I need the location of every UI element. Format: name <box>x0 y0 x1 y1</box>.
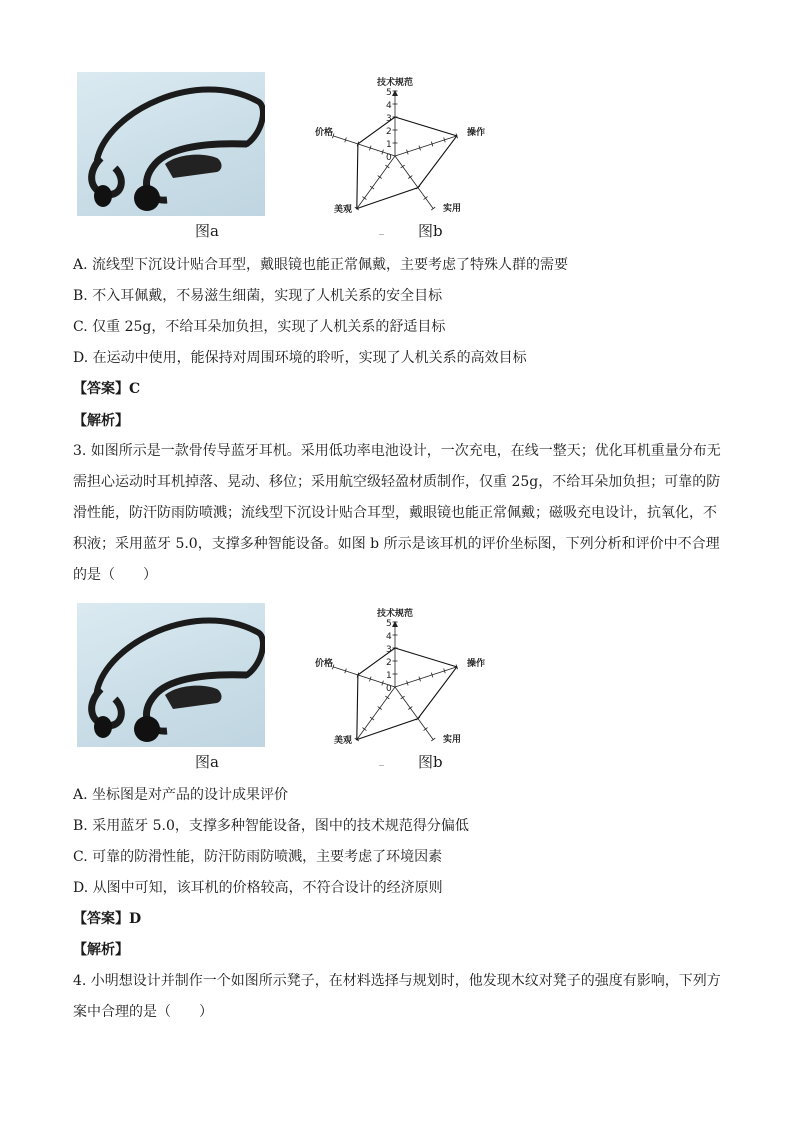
figure-b-caption: 图b <box>418 222 443 240</box>
q3-stem-line: 积液；采用蓝牙 5.0，支撑多种智能设备。如图 b 所示是该耳机的评价坐标图，下列分析和评价中不合理 <box>73 536 720 552</box>
q3-stem-line: 滑性能，防汗防雨防喷溅；流线型下沉设计贴合耳型，戴眼镜也能正常佩戴；磁吸充电设计，抗氧化，不 <box>73 505 717 521</box>
radar-tick-label: 3 <box>386 114 392 124</box>
radar-axis-label: 操作 <box>467 128 486 138</box>
radar-tick-label: 4 <box>386 101 392 111</box>
radar-tick <box>408 707 412 710</box>
radar-axis <box>395 667 457 687</box>
headphone-photo <box>77 603 265 747</box>
radar-tick-label: 2 <box>386 127 392 137</box>
q3-answer: 【答案】D <box>73 911 142 927</box>
radar-axis-label: 美观 <box>333 736 353 746</box>
radar-tick <box>401 696 405 699</box>
figure-row-1 <box>0 72 794 247</box>
q2-option-c: C. 仅重 25g，不给耳朵加负担，实现了人机关系的舒适目标 <box>73 319 446 335</box>
radar-axis-label: 美观 <box>333 205 353 215</box>
radar-score-polygon <box>357 117 457 209</box>
q3-stem-line: 的是（ ） <box>73 567 157 583</box>
q3-option-d: D. 从图中可知，该耳机的价格较高，不符合设计的经济原则 <box>73 880 443 896</box>
q2-option-a: A. 流线型下沉设计贴合耳型，戴眼镜也能正常佩戴，主要考虑了特殊人群的需要 <box>73 257 569 273</box>
q3-option-c: C. 可靠的防滑性能，防汗防雨防喷溅，主要考虑了环境因素 <box>73 849 443 865</box>
radar-axis-label: 实用 <box>442 204 462 214</box>
radar-tick <box>401 165 405 168</box>
radar-tick-label: 0 <box>386 153 392 163</box>
figure-a-caption: 图a <box>195 753 219 771</box>
figure-row-2 <box>0 603 794 778</box>
radar-tick-label: 2 <box>386 658 392 668</box>
q4-stem <box>73 966 723 1028</box>
evaluation-radar-chart <box>310 72 500 217</box>
evaluation-radar-chart <box>310 603 500 748</box>
q2-option-b: B. 不入耳佩戴，不易滋生细菌，实现了人机关系的安全目标 <box>73 288 443 304</box>
radar-tick <box>431 738 435 741</box>
radar-axis-label: 实用 <box>442 735 462 745</box>
radar-tick <box>431 207 435 210</box>
radar-score-polygon <box>357 648 457 740</box>
q2-answer: 【答案】C <box>73 381 141 397</box>
q4-stem-line: 案中合理的是（ ） <box>73 1004 213 1020</box>
figure-dash: _ <box>379 224 384 235</box>
radar-axis-label: 技术规范 <box>376 609 414 619</box>
q3-analysis: 【解析】 <box>73 942 129 958</box>
q2-option-d: D. 在运动中使用，能保持对周围环境的聆听，实现了人机关系的高效目标 <box>73 350 527 366</box>
radar-axis <box>357 687 395 740</box>
radar-axis-label: 价格 <box>315 128 334 138</box>
radar-tick <box>378 707 382 710</box>
radar-tick-label: 5 <box>386 88 392 98</box>
radar-tick-label: 1 <box>386 140 392 150</box>
radar-tick <box>385 696 389 699</box>
headphone-photo <box>77 72 265 216</box>
radar-tick <box>370 717 374 720</box>
radar-axis-label: 操作 <box>467 659 486 669</box>
radar-axis <box>357 156 395 209</box>
radar-axis-label: 价格 <box>315 659 334 669</box>
radar-tick <box>370 186 374 189</box>
radar-tick-label: 0 <box>386 684 392 694</box>
radar-axis <box>395 156 433 209</box>
radar-tick <box>424 728 428 731</box>
radar-tick <box>424 197 428 200</box>
figure-dash: _ <box>379 755 384 766</box>
radar-tick <box>385 165 389 168</box>
radar-tick <box>362 197 366 200</box>
radar-tick <box>362 728 366 731</box>
radar-tick-label: 5 <box>386 619 392 629</box>
q3-option-a: A. 坐标图是对产品的设计成果评价 <box>73 787 289 803</box>
q3-stem <box>73 436 723 591</box>
radar-tick <box>378 176 382 179</box>
radar-axis <box>395 136 457 156</box>
figure-a-caption: 图a <box>195 222 219 240</box>
radar-tick-label: 4 <box>386 632 392 642</box>
q3-stem-line: 3. 如图所示是一款骨传导蓝牙耳机。采用低功率电池设计，一次充电，在线一整天；优化耳机重量分布无 <box>73 443 721 459</box>
radar-tick-label: 3 <box>386 645 392 655</box>
q2-analysis: 【解析】 <box>73 413 129 429</box>
q4-stem-line: 4. 小明想设计并制作一个如图所示凳子，在材料选择与规划时，他发现木纹对凳子的强度有影响，下列方 <box>73 973 721 989</box>
figure-b-caption: 图b <box>418 753 443 771</box>
q3-stem-line: 需担心运动时耳机掉落、晃动、移位；采用航空级轻盈材质制作，仅重 25g，不给耳朵加负担；可靠的防 <box>73 474 721 490</box>
radar-axis-label: 技术规范 <box>376 78 414 88</box>
q3-option-b: B. 采用蓝牙 5.0，支撑多种智能设备，图中的技术规范得分偏低 <box>73 818 469 834</box>
radar-tick <box>408 176 412 179</box>
radar-axis <box>395 687 433 740</box>
radar-tick-label: 1 <box>386 671 392 681</box>
